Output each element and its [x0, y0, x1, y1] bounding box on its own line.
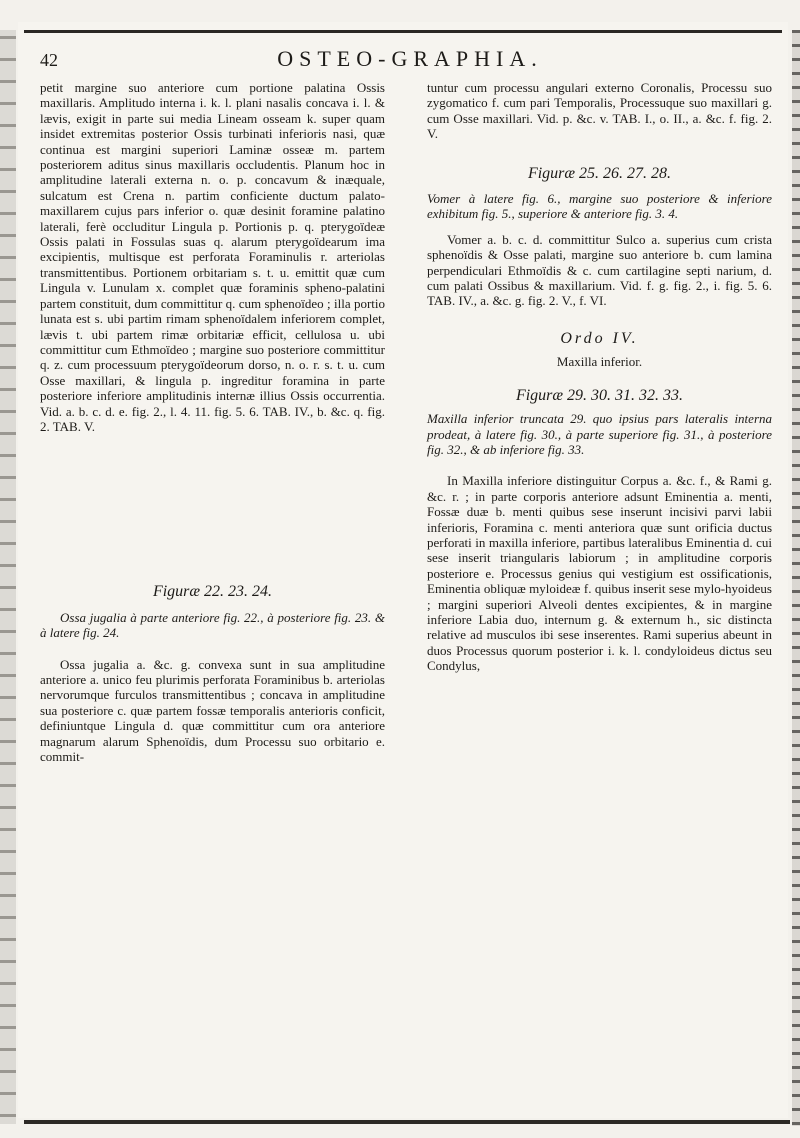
left-paragraph-1: petit margine suo anteriore cum portione palatina Ossis maxillaris. Amplitudo interna i. k. l. plani nasalis concava i. l. & lævis, exigit in parte sui media Lineam osseam k. super quam insidet extremitas posterior Ossis turbinati inferioris nasi, quæ continua est margini superiori Laminæ osseæ m. partem posteriorem aditus sinus maxillaris occludentis. Planum hoc in amplitudine laterali externa n. o. p. concavum & inæquale, sulcatum est Crena n. partim conficiente ductum palato-maxillarem cujus pars inferior o. quæ desinit foramine palatino laterali, ferè occluditur Lingula p. Portionis p. q. pterygoïdeæ Ossis palati in Fossulas suas q. alarum pterygoïdearum ima excipientis, multisque est perforata Foraminulis r. arteriolas transmittentibus. Portionem orbitariam s. t. u. emittit quæ cum Lingula v. Lunulam x. complet quæ foraminis spheno-palatini partem constituit, dum committitur q. cum sphenoïdeo ; illa portio lunata est s. ubi partim rimam sphenoïdalem inferiorem complet, lævis t. ubi partem rimæ orbitariæ efficit, cellulosa u. ubi committitur cum Ethmoïdeo ; margine suo posteriore committitur q. z. cum processuum pterygoïdeorum dorso, n. o. r. s. t. u. cum Osse maxillari, & lingula p. ingreditur foramina in parte posteriore inferiore amplitudinis internæ illius Ossis occurrentia. Vid. a. b. c. d. e. fig. 2., l. 4. 11. fig. 5. 6. TAB. IV., b. &c. q. fig. 2. TAB. V.: [40, 80, 385, 434]
right-paragraph-1: tuntur cum processu angulari externo Coronalis, Processu suo zygomatico f. cum pari Temporalis, Processuque suo maxillari g. cum Osse maxillari. Vid. p. &c. v. TAB. I., o. II., a. &c. f. fig. 2. V.: [427, 80, 772, 142]
figure-heading-22-24: Figuræ 22. 23. 24.: [152, 583, 273, 601]
page-number: 42: [40, 50, 58, 70]
right-column: [427, 80, 772, 674]
page-right-edge: [792, 30, 800, 1126]
left-paragraph-2: Ossa jugalia a. &c. g. convexa sunt in sua amplitudine anteriore a. unico feu plurimis perforata Foraminibus b. arteriolas nervorumque furculos transmittentibus ; concava in amplitudine sua posteriore c. quæ partem fossæ temporalis anterioris conficit, definiuntque Lingula d. quæ committitur cum ora anteriore magnarum alarum Sphenoïdis, dum Processu suo orbitario e. commit-: [40, 656, 385, 764]
page-header: [40, 48, 780, 76]
bottom-rule: [24, 1120, 790, 1124]
figure-caption-22-24: Ossa jugalia à parte anteriore fig. 22., à posteriore fig. 23. & à latere fig. 24.: [40, 609, 385, 641]
running-title: OSTEO-GRAPHIA.: [277, 46, 543, 71]
figure-heading-25-28: Figuræ 25. 26. 27. 28.: [527, 164, 672, 182]
ordo-heading: Ordo IV.: [560, 329, 639, 347]
top-rule: [24, 30, 782, 33]
figure-heading-29-33: Figuræ 29. 30. 31. 32. 33.: [515, 386, 684, 404]
right-paragraph-2: Vomer a. b. c. d. committitur Sulco a. superius cum crista sphenoïdis & Osse palati, margine suo anteriore b. cum lamina perpendiculari Ethmoïdis & c. cum cartilagine septi narium, d. cum palati Ossibus & maxillarium. Vid. f. g. fig. 2., i. fig. 5. 6. TAB. IV., a. &c. g. fig. 2. V., f. VI.: [427, 231, 772, 309]
spacer: [40, 434, 385, 584]
page-binding-edge: [0, 30, 16, 1124]
figure-caption-29-33: Maxilla inferior truncata 29. quo ipsius pars lateralis interna prodeat, à latere fig. 30., à parte superiore fig. 31., à posteriore fig. 32., & ab inferiore fig. 33.: [427, 411, 772, 457]
right-paragraph-3: In Maxilla inferiore distinguitur Corpus a. &c. f., & Rami g. &c. r. ; in parte corporis anteriore adsunt Eminentia a. menti, Fossæ duæ b. menti quibus sese inserunt incisivi parvi labii inferioris, Foramina c. menti anteriora quæ sunt orificia ductus perforati in maxilla inferiore, partibus lateralibus Eminentia d. cui sese inserit triangularis labiorum ; in amplitudine corporis posteriore e. Processus genius qui vestigium est ossificationis, Eminentia obliquæ myloideæ f. quibus inserit sese mylo-hyoideus ; margini superiori Alveoli dentes excipientes, & in margine inferiore Labia duo, internum g. & externum h., sic distincta relative ad musculos ibi sese inserentes. Rami superius abeunt in duos Processus quorum posterior i. k. l. condyloideus dictus seu Condylus,: [427, 473, 772, 674]
left-column: [40, 80, 385, 764]
figure-caption-25-28: Vomer à latere fig. 6., margine suo posteriore & inferiore exhibitum fig. 5., superiore & anteriore fig. 3. 4.: [427, 191, 772, 222]
ordo-subheading: Maxilla inferior.: [556, 354, 643, 370]
